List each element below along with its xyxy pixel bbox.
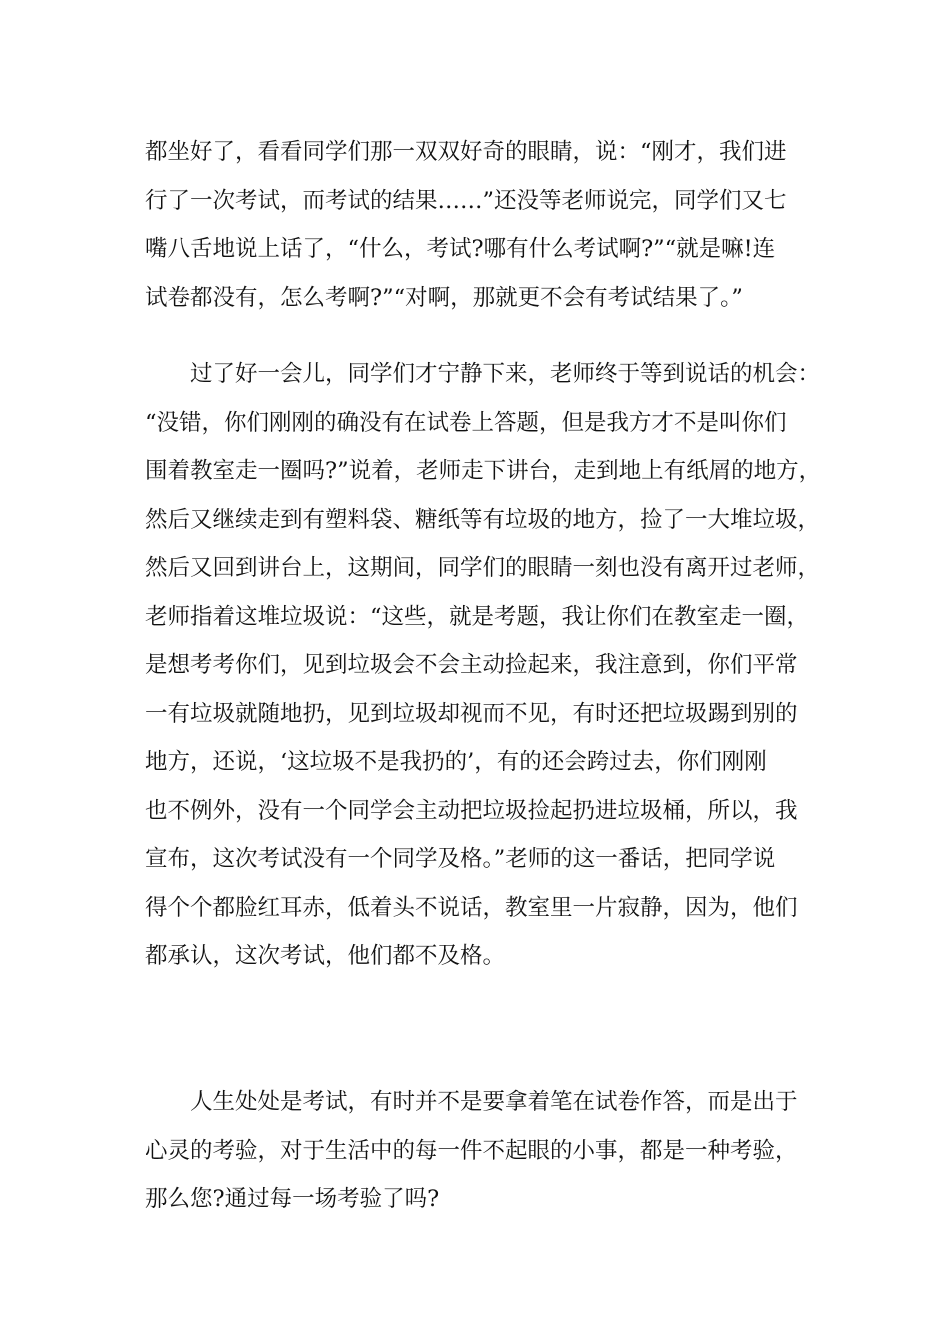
text-line: 那么您?通过每一场考验了吗? (145, 1186, 440, 1212)
text-line: 然后又回到讲台上，这期间，同学们的眼睛一刻也没有离开过老师， (145, 555, 821, 581)
text-line: 是想考考你们，见到垃圾会不会主动捡起来，我注意到，你们平常 (145, 652, 798, 678)
text-line: 得个个都脸红耳赤，低着头不说话，教室里一片寂静，因为，他们 (145, 894, 798, 921)
text-line: 老师指着这堆垃圾说：“这些，就是考题，我让你们在教室走一圈， (145, 603, 810, 630)
text-line: 也不例外，没有一个同学会主动把垃圾捡起扔进垃圾桶，所以，我 (145, 797, 798, 824)
text-line: “没错，你们刚刚的确没有在试卷上答题，但是我方才不是叫你们 (145, 409, 787, 436)
text-line: 过了好一会儿，同学们才宁静下来，老师终于等到说话的机会： (190, 361, 821, 387)
text-line: 嘴八舌地说上话了，“什么，考试?哪有什么考试啊?”“就是嘛!连 (145, 236, 776, 262)
text-line: 围着教室走一圈吗?”说着，老师走下讲台，走到地上有纸屑的地方， (145, 458, 822, 484)
text-line: 试卷都没有，怎么考啊?”“对啊，那就更不会有考试结果了。” (145, 284, 743, 311)
text-line: 宣布，这次考试没有一个同学及格。”老师的这一番话，把同学说 (145, 846, 776, 872)
text-line: 都承认，这次考试，他们都不及格。 (145, 943, 506, 969)
paragraph-2 (145, 350, 822, 981)
paragraph-3 (145, 1078, 815, 1224)
text-line: 然后又继续走到有塑料袋、糖纸等有垃圾的地方，捡了一大堆垃圾， (145, 506, 821, 533)
text-line: 都坐好了，看看同学们那一双双好奇的眼睛，说：“刚才，我们进 (145, 139, 787, 165)
text-line: 一有垃圾就随地扔，见到垃圾却视而不见，有时还把垃圾踢到别的 (145, 700, 798, 727)
text-line: 行了一次考试，而考试的结果……”还没等老师说完，同学们又七 (145, 187, 787, 214)
paragraph-1 (145, 128, 815, 322)
text-line: 地方，还说，‘这垃圾不是我扔的’，有的还会跨过去，你们刚刚 (145, 749, 767, 775)
text-line: 人生处处是考试，有时并不是要拿着笔在试卷作答，而是出于 (190, 1089, 798, 1115)
text-line: 心灵的考验，对于生活中的每一件不起眼的小事，都是一种考验， (145, 1137, 798, 1164)
